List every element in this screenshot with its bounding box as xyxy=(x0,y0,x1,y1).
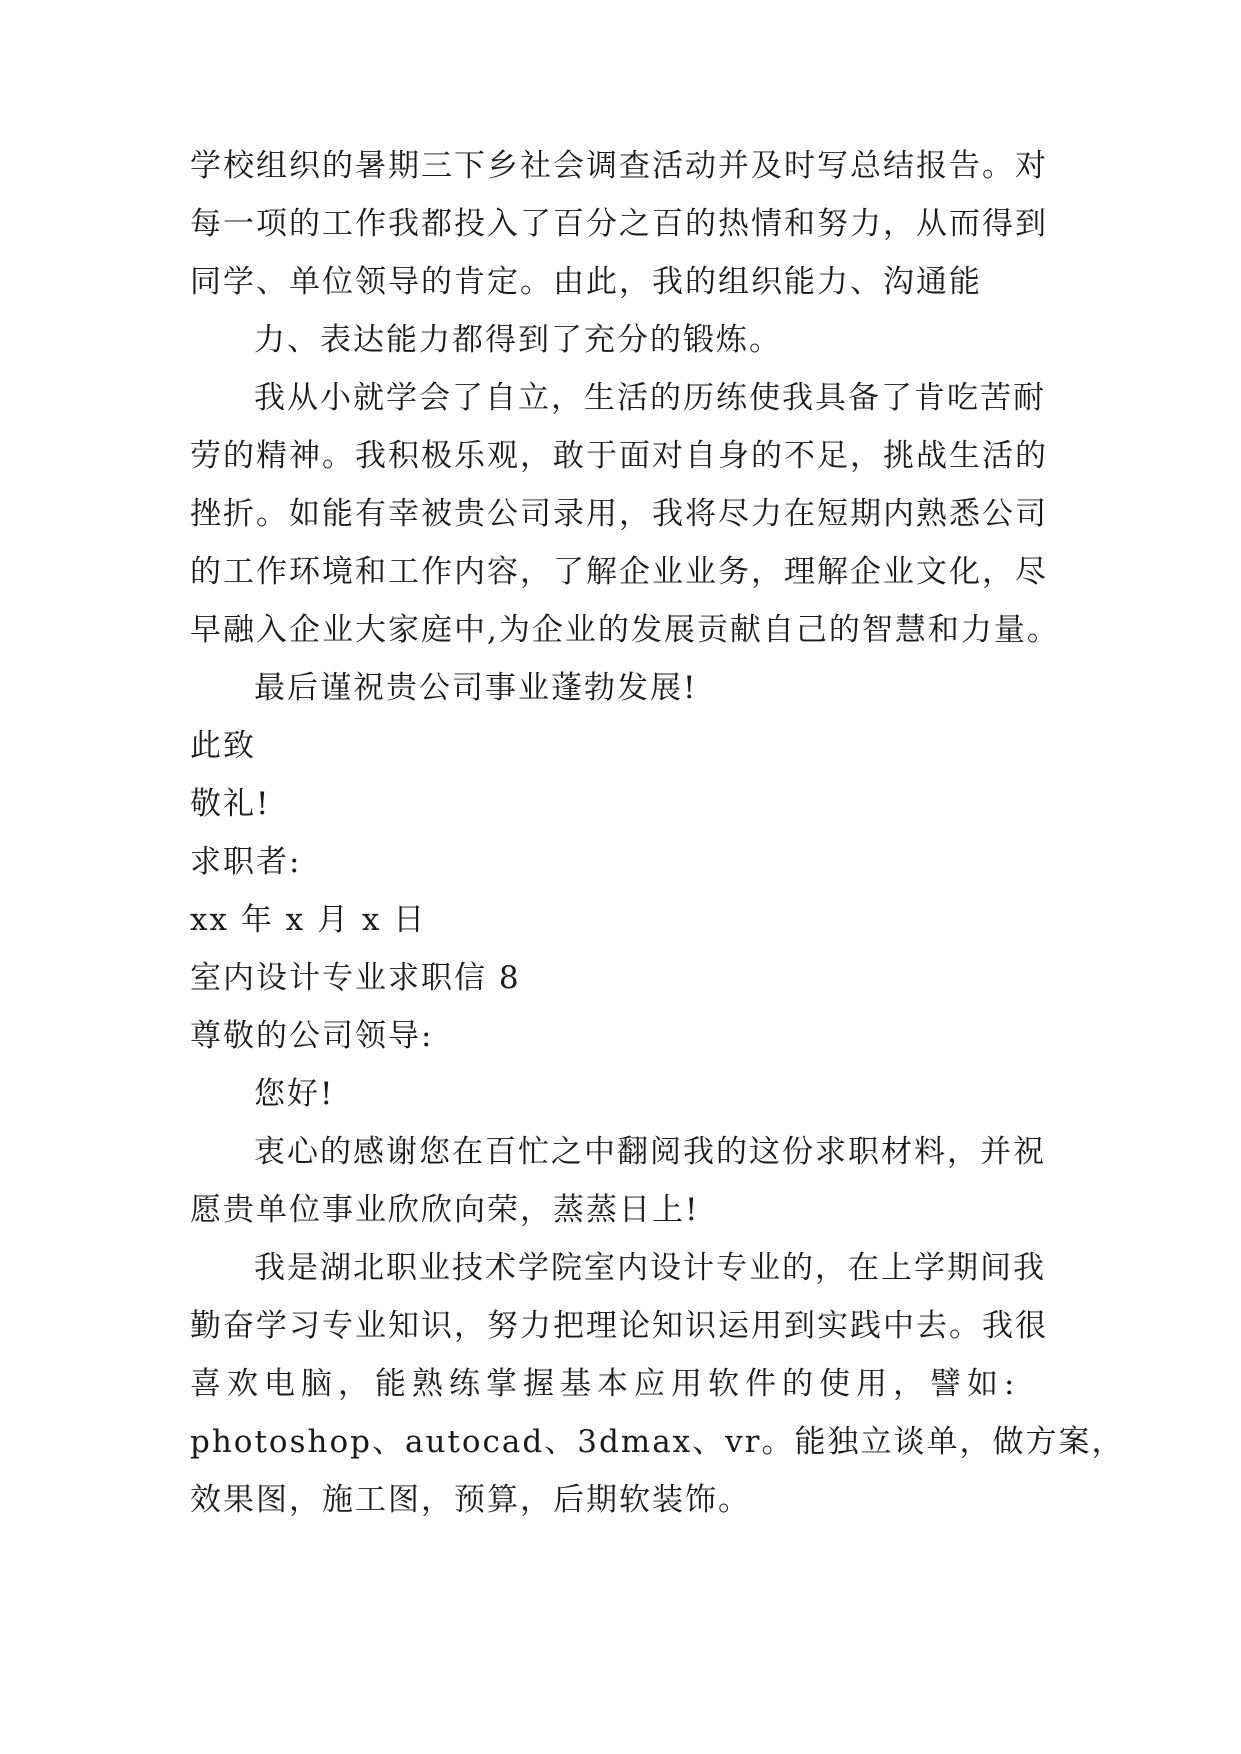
text-line: 喜欢电脑，能熟练掌握基本应用软件的使用，譬如: xyxy=(190,1366,1021,1402)
text-line: 愿贵单位事业欣欣向荣，蒸蒸日上! xyxy=(190,1192,700,1228)
section-title: 室内设计专业求职信 8 xyxy=(190,960,521,996)
date-line: xx 年 x 月 x 日 xyxy=(190,902,427,938)
greeting-line: 您好! xyxy=(254,1076,335,1112)
salutation-line: 此致 xyxy=(190,728,256,764)
text-line: 力、表达能力都得到了充分的锻炼。 xyxy=(254,322,782,358)
text-line: 效果图，施工图，预算，后期软装饰。 xyxy=(190,1482,751,1518)
salutation-line: 敬礼! xyxy=(190,786,271,822)
text-line: 勤奋学习专业知识，努力把理论知识运用到实践中去。我很 xyxy=(190,1308,1048,1344)
text-line: 衷心的感谢您在百忙之中翻阅我的这份求职材料，并祝 xyxy=(254,1134,1046,1170)
text-line: 最后谨祝贵公司事业蓬勃发展! xyxy=(254,670,698,706)
text-line: 的工作环境和工作内容，了解企业业务，理解企业文化，尽 xyxy=(190,554,1048,590)
text-line: 劳的精神。我积极乐观，敢于面对自身的不足，挑战生活的 xyxy=(190,438,1048,474)
text-line: 早融入企业大家庭中,为企业的发展贡献自己的智慧和力量。 xyxy=(190,612,1060,648)
text-line: 我是湖北职业技术学院室内设计专业的，在上学期间我 xyxy=(254,1250,1046,1286)
greeting-line: 尊敬的公司领导: xyxy=(190,1018,434,1054)
text-line: 学校组织的暑期三下乡社会调查活动并及时写总结报告。对 xyxy=(190,148,1048,184)
text-line: photoshop、autocad、3dmax、vr。能独立谈单，做方案， xyxy=(190,1424,1125,1460)
signature-line: 求职者: xyxy=(190,844,302,880)
text-line: 挫折。如能有幸被贵公司录用，我将尽力在短期内熟悉公司 xyxy=(190,496,1048,532)
text-line: 每一项的工作我都投入了百分之百的热情和努力，从而得到 xyxy=(190,206,1048,242)
text-line: 我从小就学会了自立，生活的历练使我具备了肯吃苦耐 xyxy=(254,380,1046,416)
text-line: 同学、单位领导的肯定。由此，我的组织能力、沟通能 xyxy=(190,264,982,300)
